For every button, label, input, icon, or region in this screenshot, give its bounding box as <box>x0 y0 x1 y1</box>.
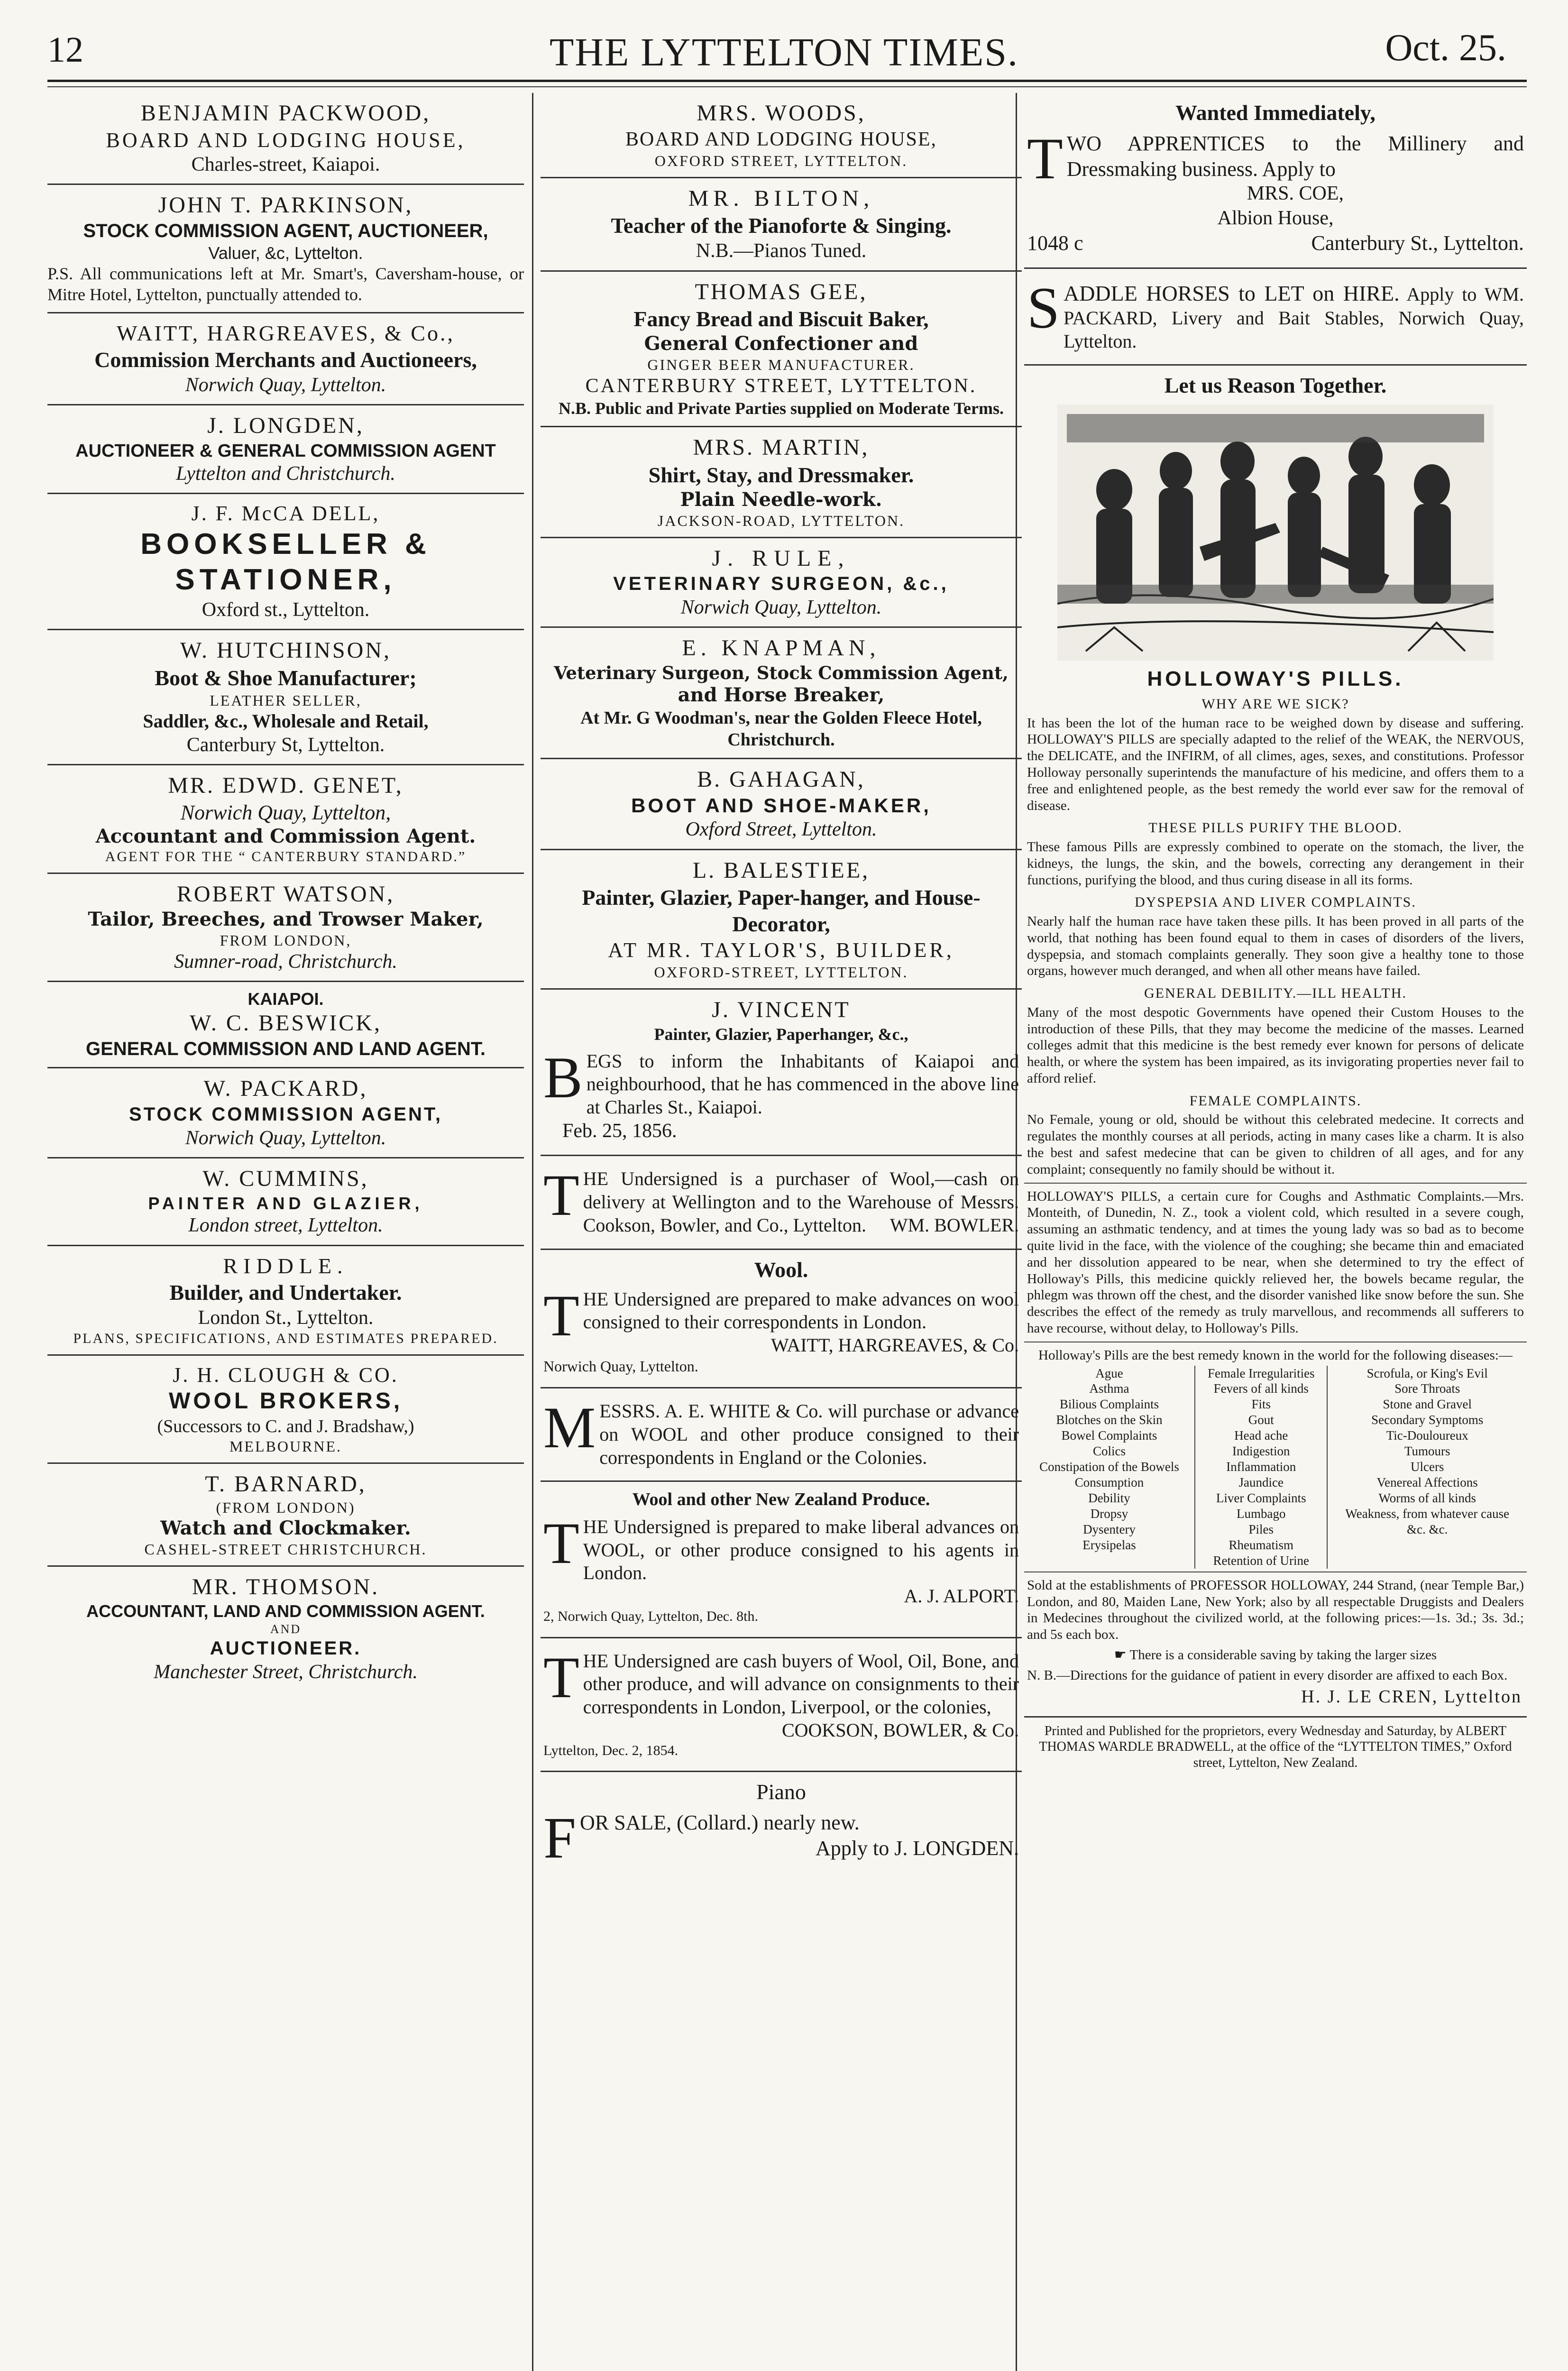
ad-business: STOCK COMMISSION AGENT, <box>129 1104 442 1125</box>
ad-note: (FROM LONDON) <box>216 1498 356 1516</box>
ad-white <box>541 1388 1022 1482</box>
ad-name: MRS. MARTIN, <box>693 435 870 460</box>
ad-business-2: and Horse Breaker, <box>678 684 885 707</box>
ad-address: At Mr. G Woodman's, near the Golden Fleece Hotel, Christchurch. <box>580 708 982 750</box>
ad-name: J. RULE, <box>712 545 851 571</box>
ad-signature: WAITT, HARGREAVES, & Co. <box>771 1334 1019 1356</box>
directions-note: N. B.—Directions for the guidance of patient in every disorder are affixed to each Box. <box>1027 1667 1508 1683</box>
drop-cap: T <box>1027 126 1063 192</box>
newspaper-title: THE LYTTELTON TIMES. <box>550 30 1018 74</box>
ad-text: ESSRS. A. E. WHITE & Co. will purchase or advance on WOOL and other produce consigned to their correspondents in England or the Colonies. <box>599 1400 1019 1468</box>
ad-business: Watch and Clockmaker. <box>160 1516 411 1539</box>
ad-text: HE Undersigned are prepared to make advances on wool consigned to their correspondents in London. <box>583 1288 1019 1333</box>
ad-business: Boot & Shoe Manufacturer; <box>155 665 417 690</box>
ad-name: ROBERT WATSON, <box>176 881 395 907</box>
local-agent: H. J. LE CREN, Lyttelton <box>1301 1686 1522 1707</box>
disease-item: Secondary Symptoms <box>1371 1413 1484 1427</box>
section-text: No Female, young or old, should be without this celebrated medecine. It corrects and regulates the monthly courses at all periods, acting in many cases like a charm. It is also the best and safest medecine that can be given to children of all ages, and for any complaint; consequently no family should be without it. <box>1027 1112 1524 1177</box>
ad-conjunction: AND <box>270 1622 302 1636</box>
ad-business: BOARD AND LODGING HOUSE, <box>106 128 466 152</box>
ad-business: Painter, Glazier, Paper-hanger, and House-Decorator, <box>582 885 981 937</box>
ad-note: N.B. Public and Private Parties supplied on Moderate Terms. <box>559 399 1004 418</box>
ad-body <box>541 1645 1022 1764</box>
ad-watson <box>47 874 524 983</box>
ad-business: GENERAL COMMISSION AND LAND AGENT. <box>86 1038 486 1059</box>
ad-business: BOARD AND LODGING HOUSE, <box>625 128 937 150</box>
ad-address: OXFORD STREET, LYTTELTON. <box>654 152 908 169</box>
ad-note: N.B.—Pianos Tuned. <box>696 240 867 262</box>
section-text: Nearly half the human race have taken these pills. It has been proved in all parts of the world, that nothing has been found equal to them in cases of disorders of the livers, dyspepsia, and stomach complaints generally. They soon give a healthy tone to those organs, however much deranged, and when all other means have failed. <box>1027 914 1524 979</box>
ad-woods <box>541 93 1022 178</box>
ad-address: Norwich Quay, Lyttelton. <box>185 374 386 396</box>
ad-signature: Apply to J. LONGDEN. <box>816 1837 1019 1860</box>
ad-signature: A. J. ALPORT. <box>904 1585 1019 1607</box>
disease-item: Rheumatism <box>1229 1537 1294 1552</box>
disease-item: Scrofula, or King's Evil <box>1366 1366 1488 1380</box>
ad-name: E. KNAPMAN, <box>682 635 880 661</box>
pointing-hand-icon: ☛ <box>1114 1647 1130 1663</box>
drop-cap: B <box>543 1045 583 1110</box>
ad-address-2: Canterbury St., Lyttelton. <box>1311 231 1524 255</box>
section-title: GENERAL DEBILITY.—ILL HEALTH. <box>1144 985 1407 1002</box>
drop-cap: T <box>543 1283 579 1348</box>
disease-item: Female Irregularities <box>1207 1366 1315 1380</box>
ad-body <box>541 1805 1022 1871</box>
section-title: WHY ARE WE SICK? <box>1201 696 1349 712</box>
ad-business: WOOL BROKERS, <box>168 1388 403 1414</box>
ad-footer-line <box>1027 230 1524 256</box>
ad-bowler <box>541 1156 1022 1250</box>
ad-name: L. BALESTIEE, <box>692 857 870 883</box>
ad-text: HE Undersigned is a purchaser of Wool,—cash on delivery at Wellington and to the Warehouse of Messrs. Cookson, Bowler, and Co., Lyttelton. <box>583 1168 1019 1236</box>
disease-column <box>1327 1366 1527 1569</box>
ad-rule <box>541 538 1022 628</box>
disease-item: Ague <box>1095 1366 1123 1380</box>
disease-item: Erysipelas <box>1082 1537 1136 1552</box>
ad-thomson <box>47 1567 524 1691</box>
ad-bilton <box>541 178 1022 272</box>
ad-date: Feb. 25, 1856. <box>562 1120 677 1142</box>
drop-cap: F <box>543 1805 576 1871</box>
ad-body <box>1024 126 1527 260</box>
ad-address: Manchester Street, Christchurch. <box>154 1661 418 1683</box>
ad-address: London street, Lyttelton. <box>188 1214 383 1237</box>
testimonial-text: HOLLOWAY'S PILLS, a certain cure for Coughs and Asthmatic Complaints.—Mrs. Monteith, of Dunedin, N. Z., took a violent cold, which resulted in a severe cough, assuming an asthmatic tendency, and at times the young lady was so bad as to become quite livid in the face, with the violence of the coughing; she became thin and emaciated and her dissolution appeared to be near, when she determined to try the effect of Holloway's Pills, this medicine quickly relieved her, the bowels became regular, the phlegm was thrown off the chest, and the disorder vanished like snow before the sun. She describes the effect of the remedy as truly marvellous, and recommends all sufferers to have recourse, without delay, to Holloway's Pills. <box>1027 1188 1524 1336</box>
ad-address: Oxford Street, Lyttelton. <box>685 818 877 841</box>
drop-cap: T <box>543 1510 579 1576</box>
ad-business: Shirt, Stay, and Dressmaker. <box>648 462 914 487</box>
ad-name: W. CUMMINS, <box>202 1166 369 1192</box>
ad-business: Veterinary Surgeon, Stock Commission Agent, <box>554 662 1009 683</box>
ad-business-2: Plain Needle-work. <box>680 488 882 511</box>
ad-cummins <box>47 1158 524 1246</box>
disease-item: Bilious Complaints <box>1059 1397 1159 1412</box>
ad-trade: LEATHER SELLER, <box>210 691 362 709</box>
ad-hutchinson <box>47 630 524 765</box>
ad-clough <box>47 1356 524 1464</box>
ad-address: OXFORD-STREET, LYTTELTON. <box>654 964 908 981</box>
ad-knapman <box>541 628 1022 759</box>
ad-body <box>1024 276 1527 358</box>
disease-item: Asthma <box>1089 1381 1129 1396</box>
masthead <box>0 0 1568 90</box>
drop-cap: M <box>543 1395 596 1461</box>
sales-info: Sold at the establishments of PROFESSOR HOLLOWAY, 244 Strand, (near Temple Bar,) London, and 80, Maiden Lane, New York; also by all respectable Druggists and Dealers in Medecines throughout the civilized world, at the following prices:—1s. 3d.; 3s. 3d.; and 5s each box. <box>1027 1577 1524 1643</box>
disease-item: Debility <box>1088 1491 1130 1506</box>
ad-waitt-hargreaves <box>47 313 524 405</box>
ad-note: (Successors to C. and J. Bradshaw,) <box>157 1416 414 1436</box>
printer-imprint: Printed and Published for the proprietors, every Wednesday and Saturday, by ALBERT THOMAS WARDLE BRADWELL, at the office of the “LYTTELTON TIMES,” Oxford street, Lyttelton, New Zealand. <box>1039 1723 1512 1771</box>
header-rule-thin <box>47 86 1527 87</box>
ad-business: Commission Merchants and Auctioneers, <box>94 347 477 372</box>
ad-business: BOOKSELLER & STATIONER, <box>140 527 431 597</box>
ad-body <box>541 1163 1022 1241</box>
disease-item: Ulcers <box>1411 1460 1444 1474</box>
disease-item: Gout <box>1248 1413 1274 1427</box>
ad-name: RIDDLE. <box>223 1253 348 1278</box>
ad-name: T. BARNARD, <box>205 1471 367 1497</box>
ad-name: B. GAHAGAN, <box>697 766 865 792</box>
ad-text: HE Undersigned are cash buyers of Wool, Oil, Bone, and other produce, and will advance on consignments to their correspondents in London, Liverpool, or the colonies, <box>583 1650 1019 1718</box>
ad-business: Builder, and Undertaker. <box>169 1280 402 1305</box>
ad-holloways-pills <box>1024 366 1527 1779</box>
ad-body <box>541 1045 1022 1149</box>
ad-heading: Wool. <box>754 1257 808 1282</box>
ad-cookson <box>541 1638 1022 1773</box>
ad-wool-waitt <box>541 1250 1022 1389</box>
ad-martin <box>541 427 1022 538</box>
disease-item: Consumption <box>1074 1475 1144 1490</box>
ad-longden <box>47 405 524 494</box>
disease-item: Lumbago <box>1237 1506 1286 1521</box>
column-2 <box>541 93 1022 2371</box>
ad-text: EGS to inform the Inhabitants of Kaiapoi and neighbourhood, that he has commenced in the above line at Charles St., Kaiapoi. <box>586 1050 1019 1118</box>
engraving-illustration <box>1057 404 1494 661</box>
disease-item: Worms of all kinds <box>1378 1491 1476 1506</box>
ad-heading: Wool and other New Zealand Produce. <box>632 1489 930 1510</box>
drop-cap: T <box>543 1163 579 1228</box>
section-rule <box>1024 1571 1527 1572</box>
ad-address: London St., Lyttelton. <box>198 1306 374 1329</box>
ad-business-2: AUCTIONEER. <box>210 1637 362 1659</box>
ad-name: W. PACKARD, <box>203 1076 368 1102</box>
ad-business-2: General Confectioner and <box>644 332 918 355</box>
ad-address: Valuer, &c, Lyttelton. <box>208 243 363 263</box>
ad-location: AT MR. TAYLOR'S, BUILDER, <box>608 938 954 962</box>
disease-item: Constipation of the Bowels <box>1039 1460 1179 1474</box>
disease-item: Inflammation <box>1226 1460 1296 1474</box>
ad-text: WO APPRENTICES to the Millinery and Dressmaking business. Apply to <box>1066 132 1524 181</box>
ad-address: Sumner-road, Christchurch. <box>174 950 397 973</box>
section-text: Many of the most despotic Governments have opened their Custom Houses to the introduction of these Pills, that they may become the medicine of the masses. Learned colleges admit that this medicine is the best remedy ever known for persons of delicate health, or where the system has been impaired, as its invigorating properties never fail to afford relief. <box>1027 1004 1524 1086</box>
ad-body <box>541 1511 1022 1630</box>
disease-list <box>1024 1366 1527 1569</box>
disease-item: Bowel Complaints <box>1061 1428 1157 1443</box>
ad-name: MRS. COE, <box>1247 183 1344 205</box>
ad-piano <box>541 1772 1022 1872</box>
page-number: 12 <box>47 30 83 70</box>
disease-item: Fits <box>1251 1397 1271 1412</box>
section-text: These famous Pills are expressly combined to operate on the stomach, the liver, the kidneys, the lungs, the skin, and the bowels, correcting any derangement in their functions, purifying the blood, and thus curing disease in all its forms. <box>1027 839 1524 888</box>
disease-item: Piles <box>1248 1522 1274 1536</box>
issue-date: Oct. 25. <box>1385 27 1506 69</box>
disease-item: Dysentery <box>1083 1522 1136 1536</box>
ad-business: Teacher of the Pianoforte & Singing. <box>611 213 952 238</box>
ad-heading: Wanted Immediately, <box>1175 101 1375 125</box>
ad-note: AGENT FOR THE “ CANTERBURY STANDARD.” <box>105 849 467 864</box>
ad-business: VETERINARY SURGEON, &c., <box>613 573 949 595</box>
ad-business: Tailor, Breeches, and Trowser Maker, <box>88 908 484 931</box>
ad-note: P.S. All communications left at Mr. Smart's, Caversham-house, or Mitre Hotel, Lyttelton, punctually attended to. <box>47 264 524 304</box>
ad-business: ACCOUNTANT, LAND AND COMMISSION AGENT. <box>86 1601 485 1621</box>
section-text: It has been the lot of the human race to be weighed down by disease and suffering. HOLLOWAY'S PILLS are specially adapted to the relief of the WEAK, the NERVOUS, the DELICATE, and the INFIRM, of all climes, ages, sexes, and constitutions. Professor Holloway personally superintends the manufacture of his medicine, and offers them to a free and enlightened people, as the best remedy the world ever saw for the removal of disease. <box>1027 715 1524 813</box>
column-1 <box>47 93 524 2371</box>
ad-heading: Let us Reason Together. <box>1164 373 1387 398</box>
ad-business: Accountant and Commission Agent. <box>95 825 476 848</box>
ad-name: J. F. McCA DELL, <box>191 502 380 525</box>
disease-item: Blotches on the Skin <box>1056 1413 1163 1427</box>
disease-item: Sore Throats <box>1394 1381 1460 1396</box>
ad-business: PAINTER AND GLAZIER, <box>148 1193 423 1213</box>
ad-name: J. LONGDEN, <box>207 413 364 438</box>
disease-item: Colics <box>1093 1444 1126 1459</box>
ad-packard <box>47 1068 524 1158</box>
ad-genet <box>47 765 524 874</box>
ad-address: Oxford st., Lyttelton. <box>202 599 370 621</box>
brand-name: HOLLOWAY'S PILLS. <box>1147 667 1404 691</box>
section-rule <box>1024 1716 1527 1718</box>
ad-address: Norwich Quay, Lyttelton. <box>543 1358 698 1375</box>
ad-name: JOHN T. PARKINSON, <box>158 193 413 218</box>
disease-item: Weakness, from whatever cause <box>1345 1506 1510 1521</box>
ad-name: J. VINCENT <box>712 997 851 1023</box>
disease-item: Dropsy <box>1090 1506 1128 1521</box>
ad-trade-detail: Saddler, &c., Wholesale and Retail, <box>143 710 429 732</box>
disease-item: Retention of Urine <box>1213 1553 1309 1568</box>
ad-name: W. C. BESWICK, <box>190 1011 382 1036</box>
ad-address: JACKSON-ROAD, LYTTELTON. <box>657 512 905 529</box>
ad-address: Charles-street, Kaiapoi. <box>191 154 380 176</box>
ad-packwood <box>47 93 524 185</box>
disease-column <box>1024 1366 1195 1569</box>
ad-parkinson <box>47 185 524 313</box>
ad-location: KAIAPOI. <box>248 989 324 1009</box>
drop-cap: S <box>1027 275 1060 340</box>
saving-note <box>1024 1645 1527 1665</box>
ad-business-3: GINGER BEER MANUFACTURER. <box>647 356 915 374</box>
column-divider <box>532 93 533 2371</box>
ad-business: AUCTIONEER & GENERAL COMMISSION AGENT <box>75 441 496 461</box>
column-3 <box>1024 93 1527 2371</box>
ad-note: FROM LONDON, <box>220 931 352 949</box>
ad-business: BOOT AND SHOE-MAKER, <box>631 794 931 817</box>
ad-text: Apply to WM. PACKARD, Livery and Bait Stables, Norwich Quay, Lyttelton. <box>1063 283 1524 352</box>
ad-name: MR. EDWD. GENET, <box>168 772 403 798</box>
ad-balestiee <box>541 850 1022 990</box>
section-title: DYSPEPSIA AND LIVER COMPLAINTS. <box>1135 894 1416 910</box>
ad-name: THOMAS GEE, <box>695 279 868 304</box>
ad-date: Lyttelton, Dec. 2, 1854. <box>543 1742 679 1758</box>
ad-name: MRS. WOODS, <box>697 101 866 126</box>
disease-item: &c. &c. <box>1407 1522 1448 1536</box>
ad-vincent <box>541 990 1022 1156</box>
drop-cap: T <box>543 1645 579 1710</box>
ad-name: W. HUTCHINSON, <box>180 638 391 663</box>
saving-text: There is a considerable saving by taking the larger sizes <box>1129 1647 1437 1663</box>
ad-saddle-horses <box>1024 269 1527 366</box>
disease-item: Liver Complaints <box>1216 1491 1306 1506</box>
disease-item: Tic-Douloureux <box>1386 1428 1468 1443</box>
ad-address: Norwich Quay, Lyttelton. <box>185 1127 386 1149</box>
ad-name: WAITT, HARGREAVES, & Co., <box>117 321 455 345</box>
ad-business: Fancy Bread and Biscuit Baker, <box>633 307 929 331</box>
ad-body <box>541 1395 1022 1474</box>
disease-column <box>1195 1366 1327 1569</box>
ad-mccardell <box>47 494 524 630</box>
ad-beswick <box>47 982 524 1068</box>
section-rule <box>1024 1183 1527 1184</box>
ad-heading: Piano <box>756 1780 806 1804</box>
section-title: THESE PILLS PURIFY THE BLOOD. <box>1148 820 1403 836</box>
ad-wanted <box>1024 93 1527 269</box>
disease-item: Tumours <box>1404 1444 1450 1459</box>
disease-item: Head ache <box>1234 1428 1288 1443</box>
ad-address: MELBOURNE. <box>229 1438 342 1455</box>
disease-item: Venereal Affections <box>1376 1475 1478 1490</box>
ad-body <box>541 1283 1022 1380</box>
ad-riddle <box>47 1246 524 1356</box>
section-title: FEMALE COMPLAINTS. <box>1189 1093 1362 1109</box>
ad-business: STOCK COMMISSION AGENT, AUCTIONEER, <box>83 221 488 241</box>
ad-business: Painter, Glazier, Paperhanger, &c., <box>654 1024 908 1044</box>
ad-text: OR SALE, (Collard.) nearly new. <box>579 1811 860 1835</box>
disease-item: Fevers of all kinds <box>1213 1381 1309 1396</box>
ad-name: BENJAMIN PACKWOOD, <box>140 101 431 126</box>
disease-list-heading: Holloway's Pills are the best remedy known in the world for the following diseases:— <box>1038 1347 1513 1363</box>
ad-address: Canterbury St, Lyttelton. <box>186 734 385 756</box>
ad-name: MR. THOMSON. <box>192 1574 380 1599</box>
ad-heading: ADDLE HORSES to LET on HIRE. <box>1063 281 1400 305</box>
ad-text: HE Undersigned is prepared to make liberal advances on WOOL, or other produce consigned to his agents in London. <box>583 1516 1019 1584</box>
ad-reference: 1048 c <box>1027 231 1083 255</box>
ad-address: Albion House, <box>1217 207 1334 229</box>
ad-address: CASHEL-STREET CHRISTCHURCH. <box>144 1540 427 1558</box>
ad-gahagan <box>541 759 1022 850</box>
ad-signature: COOKSON, BOWLER, & Co. <box>781 1719 1019 1741</box>
ad-address: Lyttelton and Christchurch. <box>176 462 395 485</box>
ad-address: CANTERBURY STREET, LYTTELTON. <box>585 375 977 397</box>
header-rule <box>47 80 1527 82</box>
disease-item: Indigestion <box>1232 1444 1290 1459</box>
ad-barnard <box>47 1464 524 1566</box>
ad-name: MR. BILTON, <box>688 185 874 211</box>
disease-item: Jaundice <box>1238 1475 1284 1490</box>
ad-name: J. H. CLOUGH & CO. <box>173 1363 399 1387</box>
ad-note: PLANS, SPECIFICATIONS, AND ESTIMATES PREPARED. <box>73 1331 498 1347</box>
ad-address: Norwich Quay, Lyttelton. <box>680 597 882 619</box>
ad-signature: WM. BOWLER. <box>889 1214 1019 1236</box>
ad-address: 2, Norwich Quay, Lyttelton, Dec. 8th. <box>543 1608 758 1624</box>
disease-item: Stone and Gravel <box>1383 1397 1472 1412</box>
ad-alport <box>541 1482 1022 1638</box>
ad-address: Norwich Quay, Lyttelton, <box>180 800 391 824</box>
ad-gee <box>541 272 1022 428</box>
